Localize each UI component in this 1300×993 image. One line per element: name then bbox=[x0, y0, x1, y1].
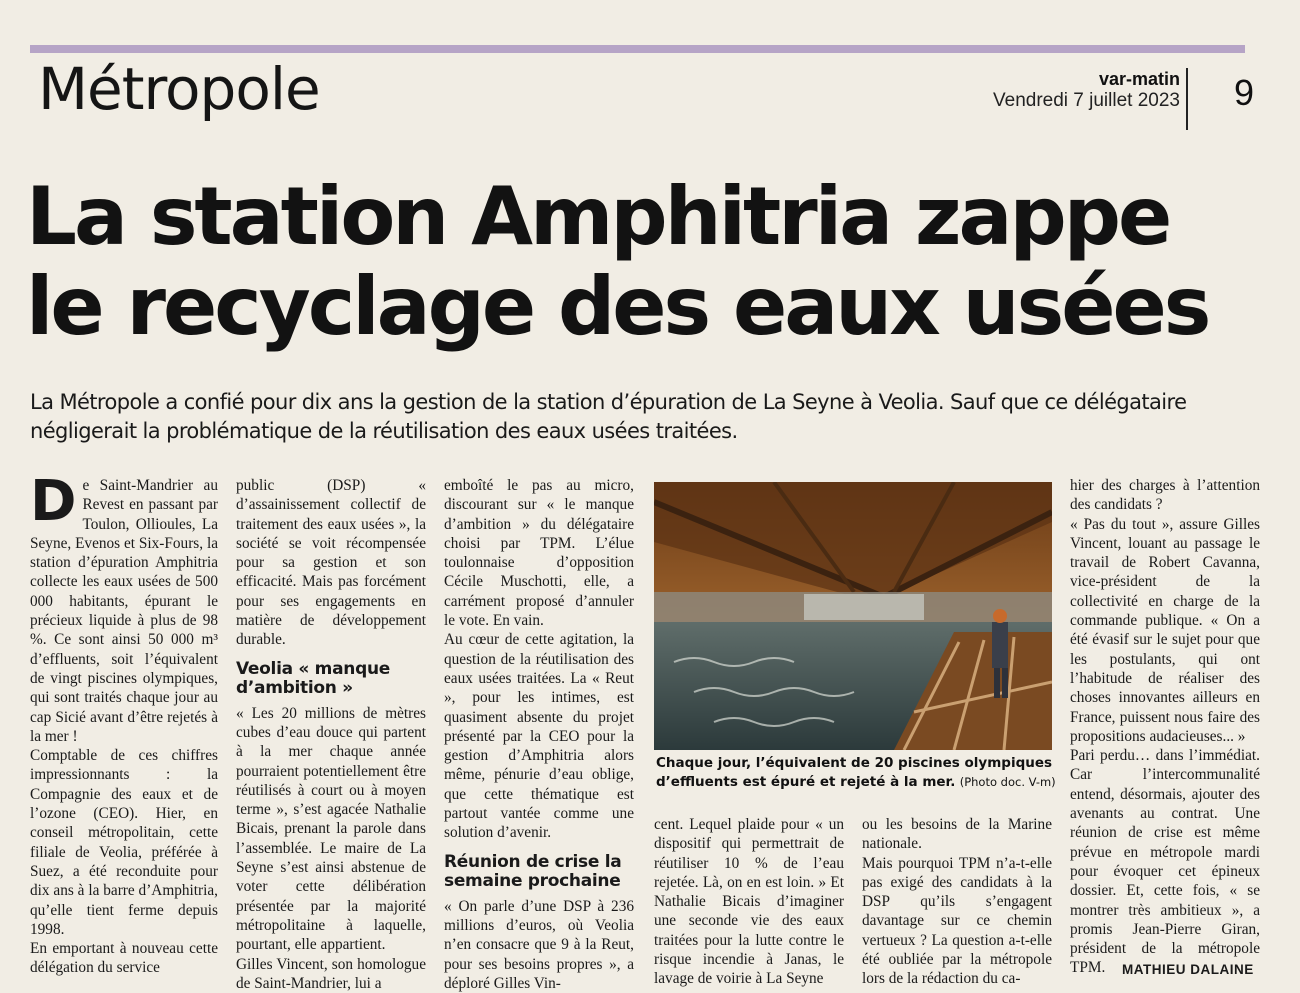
headline bbox=[26, 172, 1276, 352]
photo-caption bbox=[656, 754, 1056, 792]
paragraph: e Saint-Mandrier au Revest en passant par Toulon, Ollioules, La Seyne, Evenos et Six-Fours, la station d’épuration Amphitria collecte les eaux usées de 500 000 habitants, épurant le précieux liquide à plus de 98 %. Ce sont ainsi 50 000 m³ d’effluents, soit l’équivalent de vingt piscines olympiques, qui sont traités chaque jour au cap Sicié avant d’être rejetés à la mer ! bbox=[30, 477, 218, 745]
subheading: Réunion de crise la semaine prochaine bbox=[444, 851, 622, 891]
headline-line-1: La station Amphitria zappe bbox=[26, 170, 1170, 263]
photo-credit: (Photo doc. V-m) bbox=[959, 775, 1056, 789]
masthead-divider bbox=[1186, 68, 1188, 130]
article-column-5 bbox=[862, 815, 1052, 989]
article-column-6 bbox=[1070, 476, 1260, 978]
issue-date: Vendredi 7 juillet 2023 bbox=[993, 89, 1180, 111]
article-column-4 bbox=[654, 815, 844, 989]
page-number: 9 bbox=[1234, 72, 1255, 113]
wastewater-plant-image bbox=[654, 482, 1052, 750]
paragraph: public (DSP) « d’assainissement collectif de traitement des eaux usées », la société se voit récompensée pour sa gestion et son efficacité. Mais pas forcément pour ses engagements en matière de développement durable. bbox=[236, 477, 426, 649]
paragraph: Mais pourquoi TPM n’a-t-elle pas exigé des candidats à la DSP qu’ils s’engagent davantage sur ce chemin vertueux ? La question a-t-elle été oubliée par la métropole lors de la rédaction du ca- bbox=[862, 854, 1052, 988]
paragraph: Gilles Vincent, son homologue de Saint-Mandrier, lui a bbox=[236, 955, 426, 992]
article-photo bbox=[654, 482, 1052, 750]
paragraph: hier des charges à l’attention des candidats ? bbox=[1070, 477, 1260, 514]
paragraph: « Pas du tout », assure Gilles Vincent, louant au passage le travail de Robert Cavanna, vice-président de la collectivité en charge de la commande publique. « On a été évasif sur le sujet pour que les postulants, qui ont l’habitude de réaliser des choses innovantes ailleurs en France, puissent nous faire des propositions audacieuses... » bbox=[1070, 515, 1260, 745]
paragraph: ou les besoins de la Marine nationale. bbox=[862, 816, 1052, 853]
paragraph: « On parle d’une DSP à 236 millions d’euros, où Veolia n’en consacre que 9 à la Reut, pour ses besoins propres », a déploré Gilles Vin- bbox=[444, 897, 634, 992]
headline-line-2: le recyclage des eaux usées bbox=[26, 260, 1209, 353]
article-column-1 bbox=[30, 469, 218, 978]
paragraph: Comptable de ces chiffres impressionnants : la Compagnie des eaux et de l’ozone (CEO). Hier, en conseil métropolitain, cette filiale de Veolia, préférée à Suez, a été reconduite pour dix ans à la barre d’Amphitria, qu’elle tient ferme depuis 1998. bbox=[30, 747, 218, 938]
standfirst: La Métropole a confié pour dix ans la gestion de la station d’épuration de La Seyne à Veolia. Sauf que ce délégataire négligerait la problématique de la réutilisation des eaux usées traitées. bbox=[30, 390, 1187, 443]
caption-text: Chaque jour, l’équivalent de 20 piscines olympiques d’effluents est épuré et rejeté à la mer. bbox=[656, 755, 1053, 790]
drop-cap: D bbox=[30, 469, 77, 534]
paragraph: Au cœur de cette agitation, la question de la réutilisation des eaux usées traitées. La « Reut », pour les intimes, est quasiment absente du projet présenté par la CEO pour la gestion d’Amphitria alors même, pénurie d’eau oblige, que cette thématique est partout vantée comme une solution d’avenir. bbox=[444, 631, 634, 842]
subheading: Veolia « manque d’ambition » bbox=[236, 658, 390, 698]
newspaper-name: var-matin bbox=[1098, 69, 1180, 89]
article-column-3 bbox=[444, 476, 634, 993]
article-column-2 bbox=[236, 476, 426, 993]
paragraph: emboîté le pas au micro, discourant sur « le manque d’ambition » du délégataire choisi par TPM. L’élue toulonnaise d’opposition Cécile Muschotti, elle, a carrément proposé d’annuler le vote. En vain. bbox=[444, 477, 634, 630]
paragraph: En emportant à nouveau cette délégation du service bbox=[30, 940, 218, 977]
paragraph: cent. Lequel plaide pour « un dispositif qui permettrait de réutiliser 10 % de l’eau rejetée. Là, on en est loin. » Et Nathalie Bicais d’imaginer une seconde vie des eaux traitées pour la lutte contre le risque incendie à Janas, le lavage de voirie à La Seyne bbox=[654, 816, 844, 988]
masthead bbox=[993, 70, 1180, 113]
section-rubric: Métropole bbox=[38, 55, 320, 123]
author-signature: MATHIEU DALAINE bbox=[1122, 962, 1254, 977]
paragraph: Pari perdu… dans l’immédiat. Car l’intercommunalité entend, désormais, ajouter des avenants au contrat. Une réunion de crise est même prévue en métropole mardi pour évoquer cet épineux dossier. Et, cette fois, « se montrer très ambitieux », a promis Jean-Pierre Giran, président de la métropole TPM. bbox=[1070, 747, 1260, 977]
paragraph: « Les 20 millions de mètres cubes d’eau douce qui partent à la mer chaque année pourraient potentiellement être réutilisés à court ou à moyen terme », s’est agacée Nathalie Bicais, prenant la parole dans l’assemblée. Le maire de La Seyne s’est ainsi abstenue de voter cette délibération présentée par la majorité métropolitaine à laquelle, pourtant, elle appartient. bbox=[236, 704, 426, 954]
header-rule bbox=[30, 45, 1245, 53]
